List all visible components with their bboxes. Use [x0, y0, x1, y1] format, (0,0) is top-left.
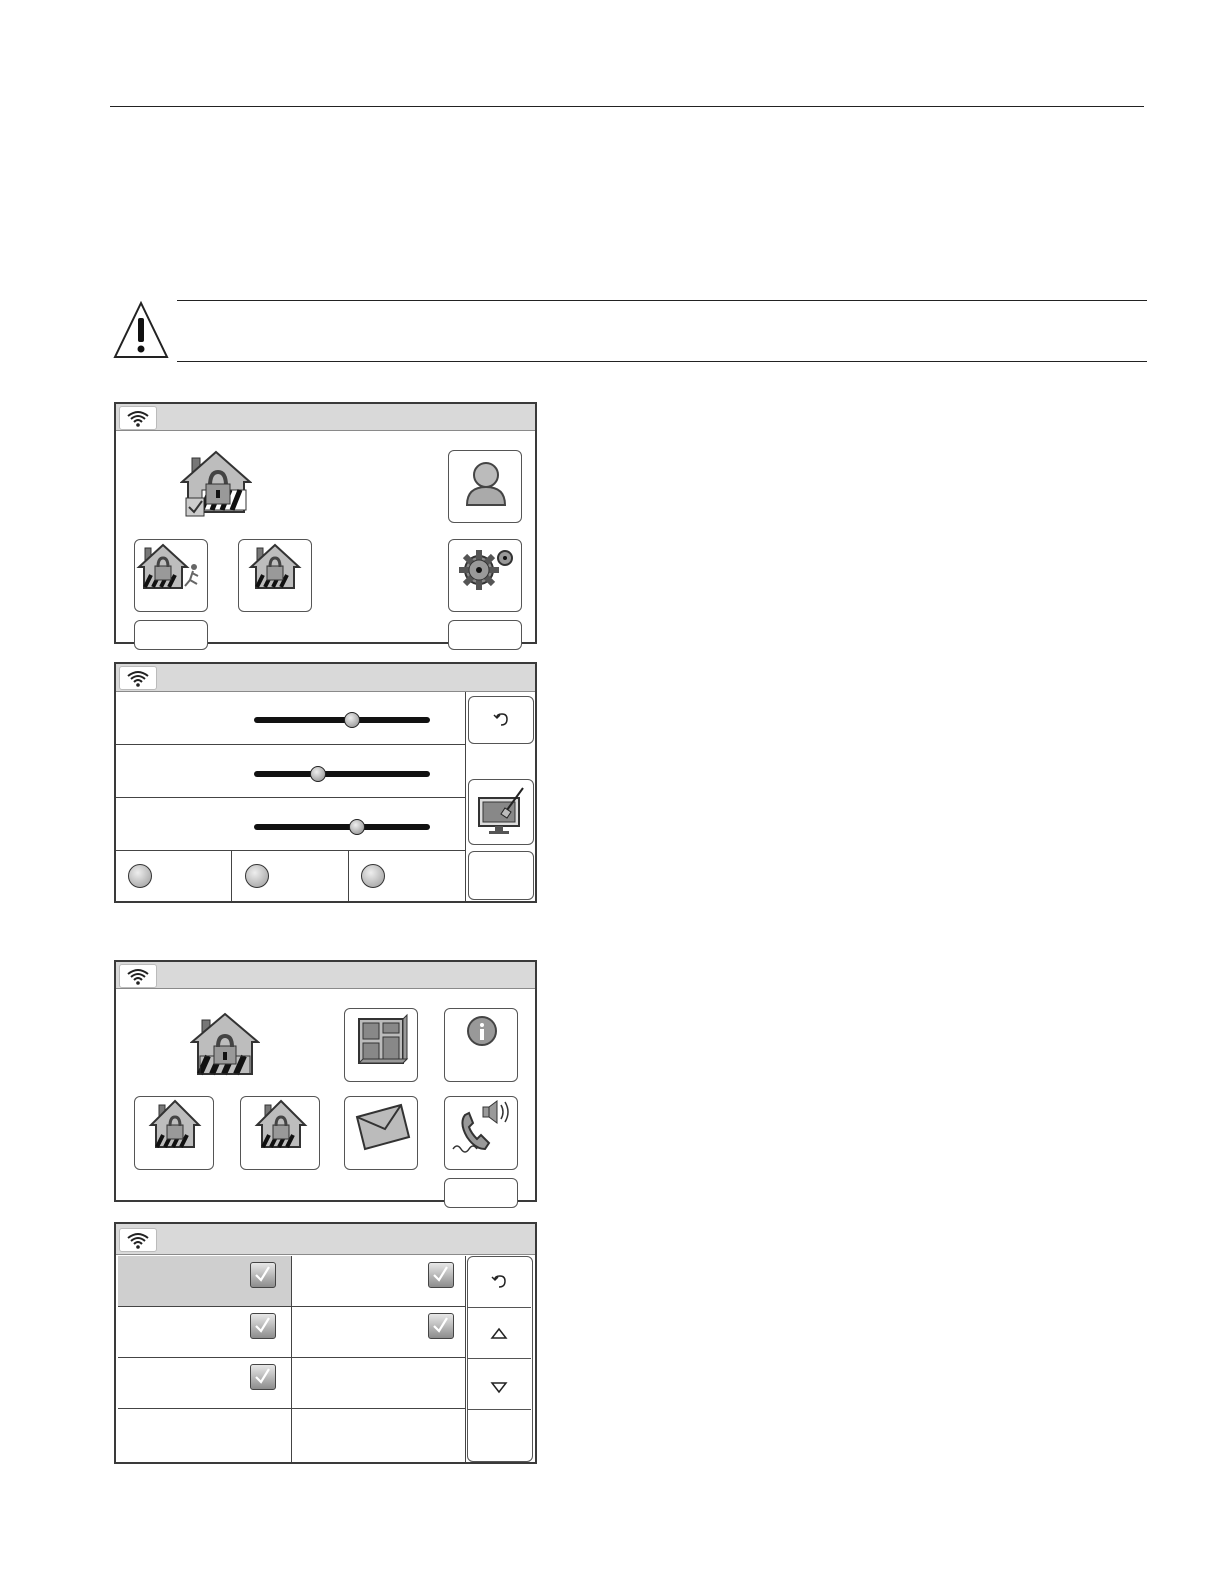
users-button[interactable] [448, 450, 522, 523]
voice-call-button[interactable] [444, 1096, 518, 1170]
checkmark-icon [429, 1263, 452, 1286]
checkbox[interactable] [428, 1262, 454, 1288]
slider-thumb[interactable] [344, 712, 360, 728]
arm-away-icon [135, 1097, 215, 1171]
radio-button[interactable] [361, 864, 385, 888]
warning-triangle-icon [113, 300, 169, 360]
scroll-up-button[interactable] [468, 1308, 531, 1359]
radio-option[interactable] [116, 851, 232, 901]
radio-option[interactable] [349, 851, 465, 901]
arm-away-button[interactable] [134, 539, 208, 612]
blank-nav-button[interactable] [468, 1410, 531, 1460]
more-button-left[interactable] [134, 620, 208, 650]
slider-list [116, 692, 466, 901]
list-item[interactable] [292, 1307, 466, 1358]
list-item[interactable] [292, 1409, 466, 1462]
checkmark-icon [251, 1263, 274, 1286]
wifi-signal-icon [119, 666, 157, 690]
checkbox[interactable] [250, 1262, 276, 1288]
list-item[interactable] [118, 1256, 292, 1307]
info-button[interactable] [444, 1008, 518, 1082]
arm-stay-button[interactable] [238, 539, 312, 612]
wifi-signal-icon [119, 964, 157, 988]
list-item[interactable] [292, 1358, 466, 1409]
back-button[interactable] [468, 696, 534, 744]
back-button[interactable] [468, 1257, 531, 1308]
zones-button[interactable] [344, 1008, 418, 1082]
list-item[interactable] [118, 1409, 292, 1462]
checkmark-icon [251, 1365, 274, 1388]
list-item[interactable] [118, 1307, 292, 1358]
system-status-house-icon [190, 1012, 260, 1078]
home-screen-disarmed [114, 402, 537, 644]
settings-button[interactable] [448, 539, 522, 612]
gear-icon [449, 540, 523, 613]
checklist-screen [114, 1222, 537, 1464]
wifi-signal-icon [119, 406, 157, 430]
display-settings-screen [114, 662, 537, 903]
phone-speaker-icon [445, 1097, 519, 1171]
slider-thumb[interactable] [310, 766, 326, 782]
checkbox[interactable] [250, 1364, 276, 1390]
slider-track[interactable] [254, 771, 430, 777]
system-status-house-icon [180, 450, 252, 518]
arm-stay-icon [241, 1097, 321, 1171]
scroll-down-button[interactable] [468, 1359, 531, 1410]
back-arrow-icon [468, 1257, 531, 1307]
checkmark-icon [429, 1314, 452, 1337]
warning-rule-bottom [177, 361, 1147, 362]
slider-row [116, 798, 465, 851]
slider-track[interactable] [254, 717, 430, 723]
arm-stay-icon [239, 540, 313, 613]
screen-clean-icon [469, 780, 535, 846]
arm-stay-button[interactable] [240, 1096, 320, 1170]
nav-column [467, 1256, 533, 1462]
list-item[interactable] [292, 1256, 466, 1307]
top-rule [110, 106, 1144, 107]
radio-button[interactable] [128, 864, 152, 888]
checklist-grid [118, 1256, 466, 1462]
down-arrow-icon [468, 1359, 531, 1409]
arm-away-button[interactable] [134, 1096, 214, 1170]
list-item[interactable] [118, 1358, 292, 1409]
checkbox[interactable] [250, 1313, 276, 1339]
messages-button[interactable] [344, 1096, 418, 1170]
arm-away-icon [135, 540, 209, 613]
radio-option[interactable] [232, 851, 349, 901]
back-arrow-icon [469, 697, 535, 745]
wifi-signal-icon [119, 1228, 157, 1252]
slider-row [116, 692, 465, 745]
status-bar [116, 664, 535, 692]
radio-button[interactable] [245, 864, 269, 888]
warning-rule-top [177, 300, 1147, 301]
home-screen-armed [114, 960, 537, 1202]
envelope-icon [345, 1097, 419, 1171]
info-icon [445, 1009, 519, 1083]
user-icon [449, 451, 523, 524]
slider-thumb[interactable] [349, 819, 365, 835]
up-arrow-icon [468, 1308, 531, 1358]
status-bar [116, 962, 535, 989]
slider-track[interactable] [254, 824, 430, 830]
checkbox[interactable] [428, 1313, 454, 1339]
zones-icon [345, 1009, 419, 1083]
blank-side-button[interactable] [468, 851, 534, 900]
screen-clean-button[interactable] [468, 779, 534, 845]
checkmark-icon [251, 1314, 274, 1337]
slider-row [116, 745, 465, 798]
status-bar [116, 404, 535, 431]
status-bar [116, 1224, 535, 1255]
more-button-right[interactable] [444, 1178, 518, 1208]
more-button-right[interactable] [448, 620, 522, 650]
